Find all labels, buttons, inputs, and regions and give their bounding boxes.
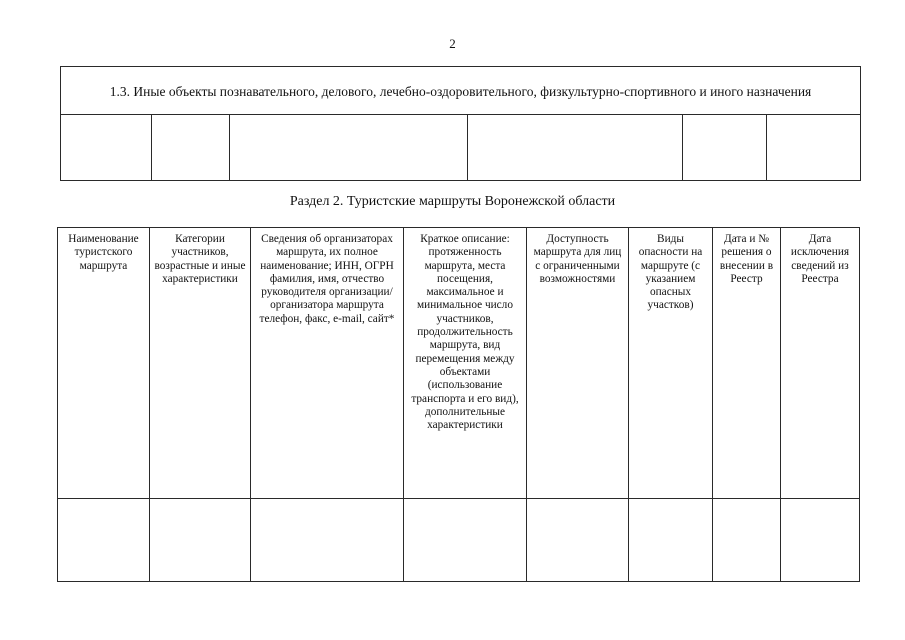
objects-table-empty-row xyxy=(61,115,861,181)
routes-table-empty-row xyxy=(58,499,860,582)
section-1-3-heading: 1.3. Иные объекты познавательного, делового, лечебно-оздоровительного, физкультурно-спортивного и иного назначения xyxy=(61,67,861,115)
table-cell xyxy=(683,115,767,181)
column-header-organizer-info: Сведения об организаторах маршрута, их полное наименование; ИНН, ОГРН фамилия, имя, отчество руководителя организации/ организатора маршрута телефон, факс, e-mail, сайт* xyxy=(251,228,404,499)
column-header-registry-decision: Дата и № решения о внесении в Реестр xyxy=(713,228,781,499)
table-cell xyxy=(527,499,629,582)
routes-table-header-row xyxy=(58,228,860,499)
table-cell xyxy=(781,499,860,582)
section-2-title: Раздел 2. Туристские маршруты Воронежской области xyxy=(289,194,616,209)
column-header-accessibility: Доступность маршрута для лиц с ограниченными возможностями xyxy=(527,228,629,499)
column-header-route-name: Наименование туристского маршрута xyxy=(58,228,150,499)
column-header-short-description: Краткое описание: протяженность маршрута, места посещения, максимальное и минимальное число участников, продолжительность маршрута, вид перемещения между объектами (использование транспорта и его вид), дополнительные характеристики xyxy=(404,228,527,499)
objects-table xyxy=(60,66,861,181)
table-cell xyxy=(404,499,527,582)
column-header-exclusion-date: Дата исключения сведений из Реестра xyxy=(781,228,860,499)
routes-table xyxy=(57,227,860,582)
column-header-hazards: Виды опасности на маршруте (с указанием опасных участков) xyxy=(629,228,713,499)
table-cell xyxy=(230,115,468,181)
table-cell xyxy=(152,115,230,181)
table-cell xyxy=(629,499,713,582)
table-cell xyxy=(713,499,781,582)
table-cell xyxy=(767,115,861,181)
table-cell xyxy=(150,499,251,582)
table-cell xyxy=(58,499,150,582)
table-cell xyxy=(61,115,152,181)
objects-table-heading-row xyxy=(61,67,861,115)
page-number: 2 xyxy=(449,36,456,51)
table-cell xyxy=(251,499,404,582)
table-cell xyxy=(468,115,683,181)
column-header-participant-categories: Категории участников, возрастные и иные характеристики xyxy=(150,228,251,499)
